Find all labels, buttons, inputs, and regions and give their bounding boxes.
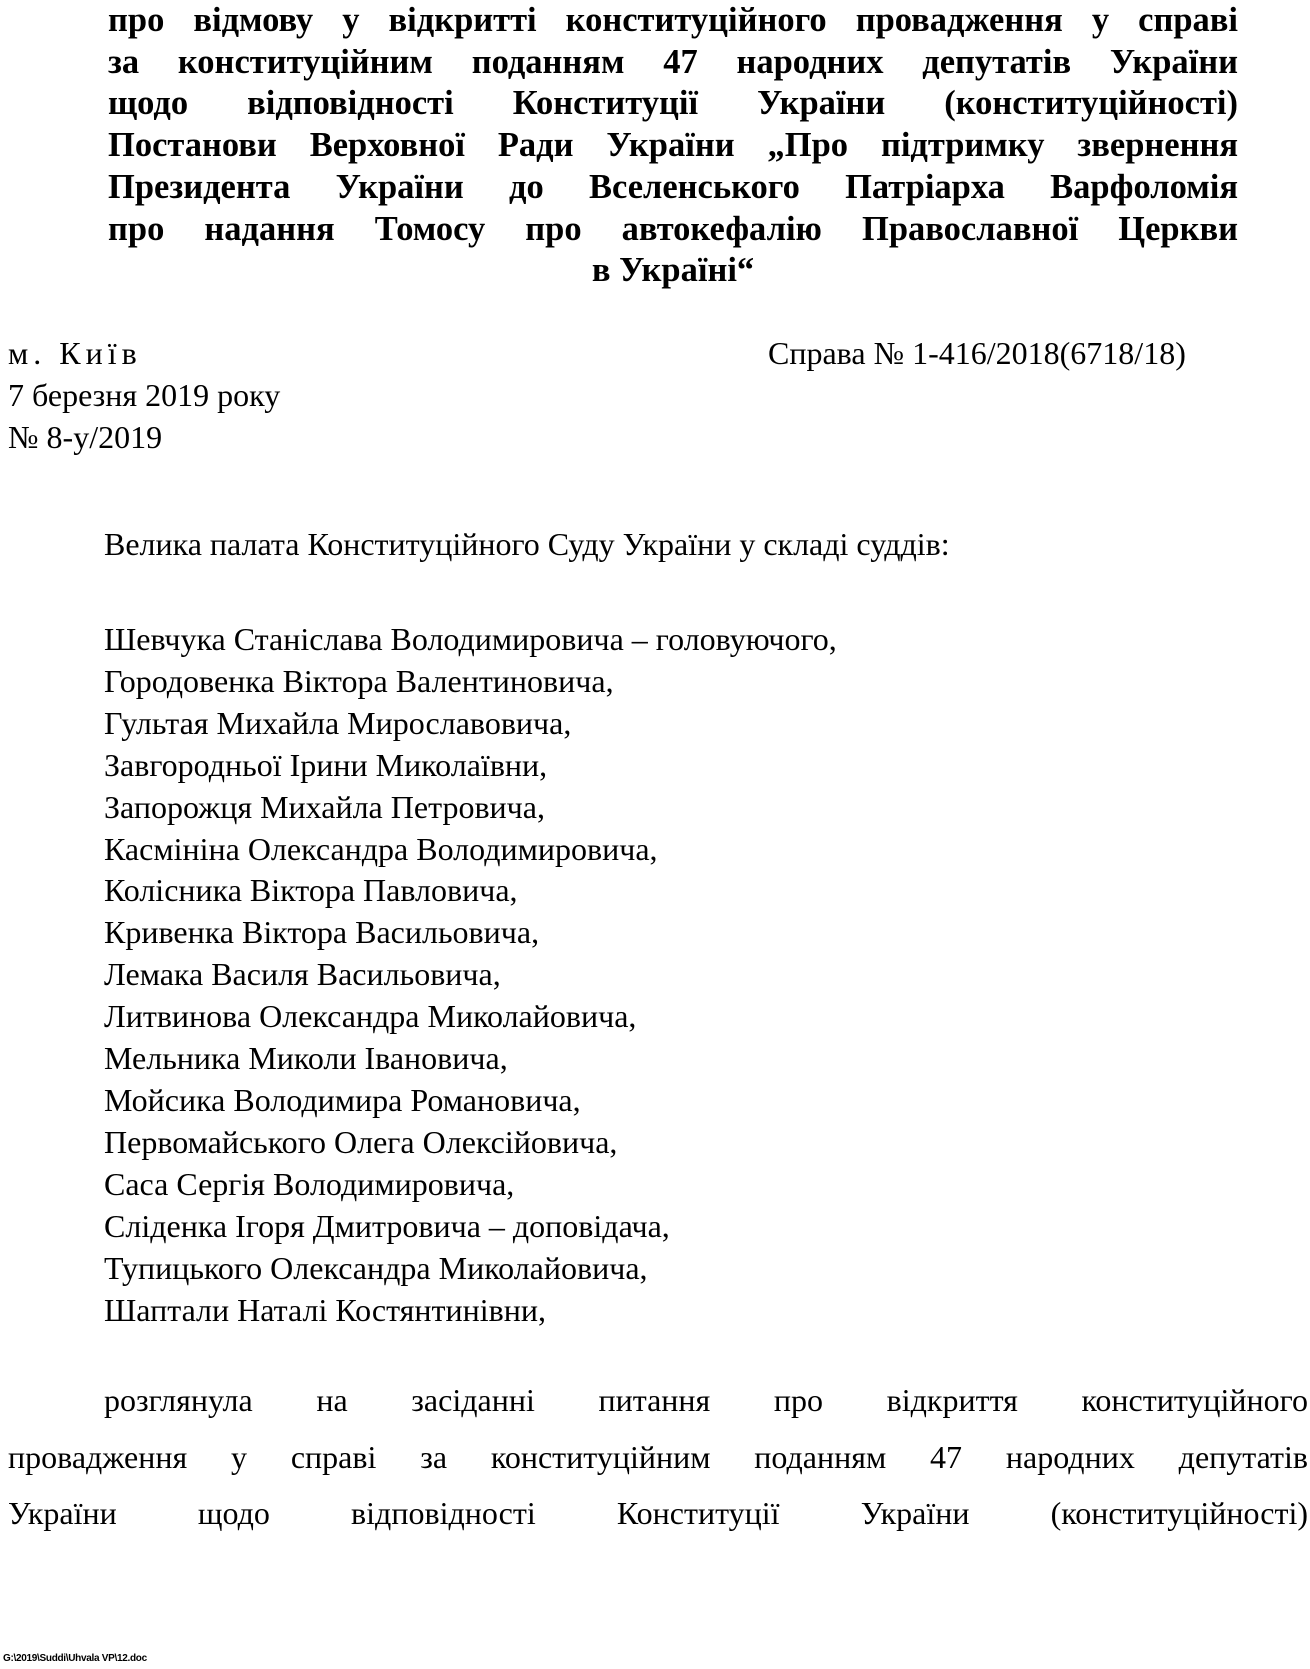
ruling-number: № 8-у/2019 bbox=[8, 419, 163, 455]
judge-item: Запорожця Михайла Петровича, bbox=[104, 788, 545, 825]
title-line: про надання Томосу про автокефалію Православної Церкви bbox=[108, 209, 1238, 248]
title-line: Президента України до Вселенського Патріарха Варфоломія bbox=[108, 167, 1238, 206]
title-line: в Україні“ bbox=[591, 251, 755, 290]
judge-item: Завгородньої Ірини Миколаївни, bbox=[104, 746, 548, 783]
place: м. Київ bbox=[8, 335, 142, 371]
judge-item: Первомайського Олега Олексійовича, bbox=[104, 1123, 618, 1160]
judge-item: Сліденка Ігоря Дмитровича – доповідача, bbox=[104, 1207, 670, 1244]
title-line: за конституційним поданням 47 народних депутатів України bbox=[108, 42, 1238, 81]
judge-item: Лемака Василя Васильовича, bbox=[104, 956, 501, 993]
paragraph-line: України щодо відповідності Конституції України (конституційності) bbox=[8, 1495, 1308, 1531]
date: 7 березня 2019 року bbox=[8, 377, 281, 413]
judge-item: Мельника Миколи Івановича, bbox=[104, 1040, 508, 1077]
judge-item: Мойсика Володимира Романовича, bbox=[104, 1081, 581, 1118]
judge-item: Колісника Віктора Павловича, bbox=[104, 872, 518, 909]
case-number: Справа № 1-416/2018(6718/18) bbox=[768, 335, 1186, 371]
footer-file-path: G:\2019\Suddi\Uhvala VP\12.doc bbox=[3, 1653, 147, 1664]
judge-item: Литвинова Олександра Миколайовича, bbox=[104, 998, 637, 1035]
document-title bbox=[108, 0, 1238, 292]
court-composition-intro: Велика палата Конституційного Суду України у складі суддів: bbox=[104, 526, 950, 562]
judge-item: Шевчука Станіслава Володимировича – головуючого, bbox=[104, 621, 837, 657]
judge-item: Кривенка Віктора Васильовича, bbox=[104, 914, 540, 951]
body-paragraph bbox=[8, 1372, 1308, 1542]
judge-item: Гультая Михайла Мирославовича, bbox=[104, 704, 572, 741]
judges-list bbox=[104, 619, 837, 1331]
judge-item: Тупицького Олександра Миколайовича, bbox=[104, 1249, 648, 1286]
judge-item: Касмініна Олександра Володимировича, bbox=[104, 830, 658, 867]
paragraph-line: провадження у справі за конституційним поданням 47 народних депутатів bbox=[8, 1438, 1308, 1475]
judge-item: Городовенка Віктора Валентиновича, bbox=[104, 662, 614, 699]
title-line: про відмову у відкритті конституційного провадження у справі bbox=[108, 1, 1238, 39]
paragraph-line: розглянула на засіданні питання про відкриття конституційного bbox=[104, 1382, 1308, 1418]
title-line: щодо відповідності Конституції України (конституційності) bbox=[108, 84, 1238, 123]
judge-item: Саса Сергія Володимировича, bbox=[104, 1165, 515, 1202]
document-meta bbox=[8, 332, 280, 458]
judge-item: Шаптали Наталі Костянтинівни, bbox=[104, 1291, 546, 1328]
title-line: Постанови Верховної Ради України „Про підтримку звернення bbox=[108, 126, 1238, 165]
